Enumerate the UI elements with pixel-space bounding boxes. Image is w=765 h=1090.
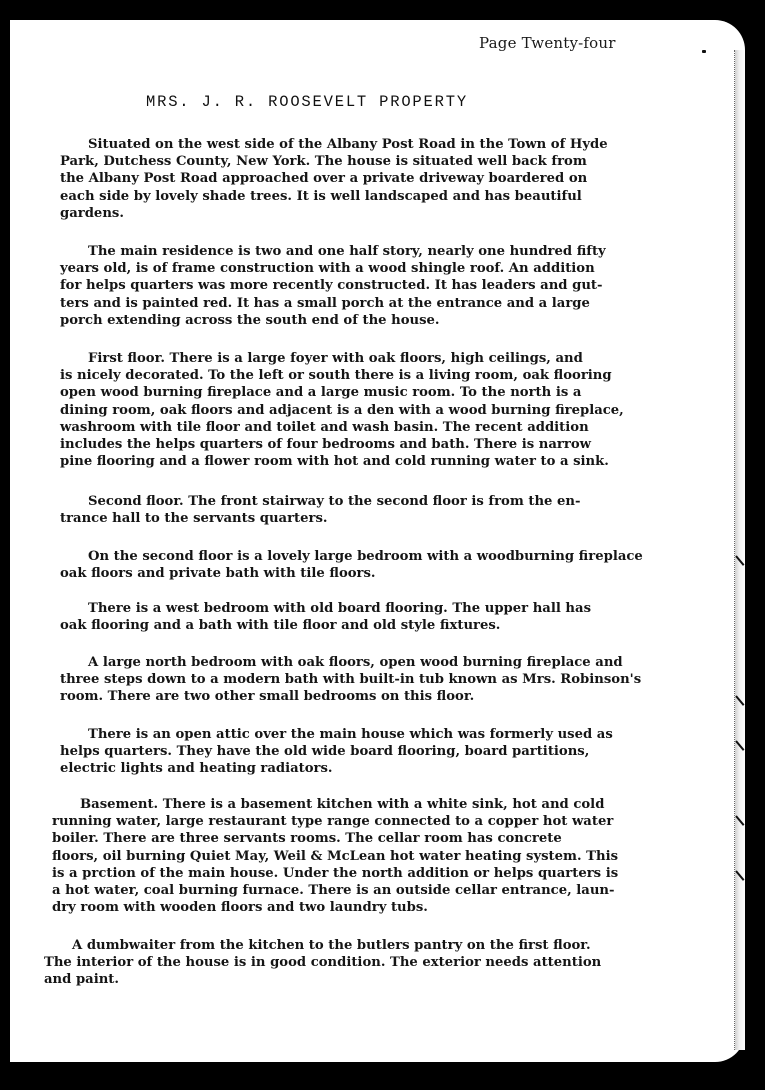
text-line: open wood burning fireplace and a large music room. To the north is a (60, 385, 582, 401)
text-line: dining room, oak floors and adjacent is a den with a wood burning fireplace, (60, 402, 624, 418)
text-line: the Albany Post Road approached over a private driveway boardered on (60, 171, 588, 187)
ink-speck (702, 50, 706, 53)
paragraph-large-bedroom (60, 548, 643, 582)
text-line: is nicely decorated. To the left or south there is a living room, oak flooring (60, 368, 612, 384)
paragraph-basement (52, 796, 618, 916)
text-line: dry room with wooden floors and two laundry tubs. (52, 900, 428, 916)
text-line: includes the helps quarters of four bedrooms and bath. There is narrow (60, 437, 591, 453)
text-line: ters and is painted red. It has a small porch at the entrance and a large (60, 295, 590, 311)
paragraph-west-bedroom (60, 600, 591, 634)
text-line: electric lights and heating radiators. (60, 761, 333, 777)
text-line: helps quarters. They have the old wide board flooring, board partitions, (60, 744, 590, 760)
document-title: MRS. J. R. ROOSEVELT PROPERTY (146, 93, 468, 111)
text-line: a hot water, coal burning furnace. There is an outside cellar entrance, laun- (52, 883, 615, 899)
paragraph-north-bedroom (60, 654, 641, 706)
text-line: porch extending across the south end of the house. (60, 312, 440, 328)
text-line: washroom with tile floor and toilet and wash basin. The recent addition (60, 419, 589, 435)
paragraph-main-residence (60, 243, 606, 329)
text-line: running water, large restaurant type range connected to a copper hot water (52, 814, 614, 830)
text-line: oak flooring and a bath with tile floor and old style fixtures. (60, 618, 501, 634)
text-line: A large north bedroom with oak floors, open wood burning fireplace and (88, 655, 623, 670)
text-line: three steps down to a modern bath with built-in tub known as Mrs. Robinson's (60, 672, 642, 688)
paragraph-attic (60, 726, 613, 778)
text-line: trance hall to the servants quarters. (60, 511, 328, 527)
text-line: The main residence is two and one half story, nearly one hundred fifty (88, 244, 606, 259)
text-line: Situated on the west side of the Albany Post Road in the Town of Hyde (88, 137, 608, 152)
text-line: The interior of the house is in good condition. The exterior needs attention (44, 955, 602, 971)
page-number: Page Twenty-four (479, 34, 616, 52)
scan-border (745, 0, 765, 1090)
text-line: boiler. There are three servants rooms. The cellar room has concrete (52, 831, 562, 847)
text-line: gardens. (60, 205, 124, 221)
text-line: room. There are two other small bedrooms on this floor. (60, 689, 475, 705)
text-line: pine flooring and a flower room with hot and cold running water to a sink. (60, 454, 609, 470)
text-line: Park, Dutchess County, New York. The house is situated well back from (60, 154, 587, 170)
paragraph-first-floor (60, 350, 624, 470)
text-line: There is a west bedroom with old board flooring. The upper hall has (88, 601, 591, 616)
text-line: is a prction of the main house. Under the north addition or helps quarters is (52, 865, 619, 881)
text-line: oak floors and private bath with tile floors. (60, 566, 376, 582)
text-line: and paint. (44, 972, 119, 988)
text-line: floors, oil burning Quiet May, Weil & McLean hot water heating system. This (52, 848, 618, 864)
text-line: First floor. There is a large foyer with oak floors, high ceilings, and (88, 351, 583, 366)
text-line: for helps quarters was more recently constructed. It has leaders and gut- (60, 278, 603, 294)
text-line: Second floor. The front stairway to the second floor is from the en- (88, 494, 581, 509)
text-line: each side by lovely shade trees. It is well landscaped and has beautiful (60, 188, 582, 204)
paragraph-location (60, 136, 608, 222)
text-line: years old, is of frame construction with a wood shingle roof. An addition (60, 261, 595, 277)
text-line: A dumbwaiter from the kitchen to the butlers pantry on the first floor. (72, 938, 591, 953)
paragraph-condition (44, 937, 601, 989)
text-line: There is an open attic over the main house which was formerly used as (88, 727, 613, 742)
text-line: Basement. There is a basement kitchen with a white sink, hot and cold (80, 797, 605, 812)
paragraph-second-floor (60, 493, 580, 527)
text-line: On the second floor is a lovely large bedroom with a woodburning fireplace (88, 549, 643, 564)
